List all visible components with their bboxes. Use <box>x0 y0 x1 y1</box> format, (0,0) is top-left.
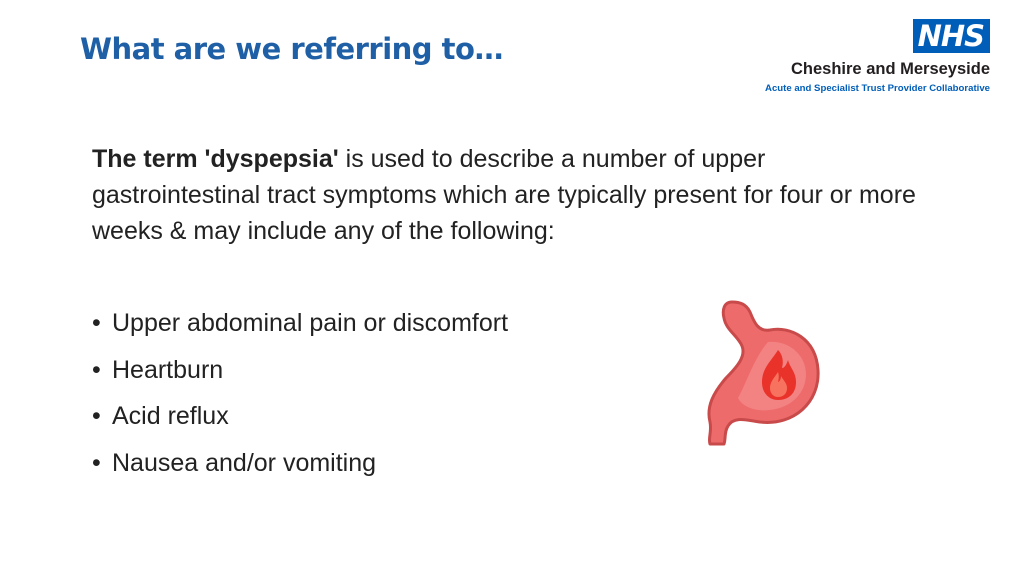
org-name: Cheshire and Merseyside <box>791 60 990 78</box>
list-item <box>92 396 508 443</box>
list-item-text: Acid reflux <box>112 402 229 430</box>
list-item-text: Heartburn <box>112 355 224 384</box>
list-item <box>92 443 508 490</box>
bullet-marker: • <box>92 355 101 384</box>
list-item <box>92 303 508 350</box>
intro-bold-term: The term 'dyspepsia' <box>92 145 339 173</box>
symptom-list <box>92 303 508 489</box>
nhs-logo <box>740 19 990 94</box>
nhs-badge: NHS <box>913 19 990 53</box>
bullet-marker: • <box>92 448 101 477</box>
list-item <box>92 350 508 397</box>
org-subtitle: Acute and Specialist Trust Provider Collaborative <box>765 83 990 94</box>
stomach-with-flame-icon <box>698 298 828 450</box>
list-item-text: Nausea and/or vomiting <box>112 448 377 477</box>
list-item-text: Upper abdominal pain or discomfort <box>112 309 509 337</box>
bullet-marker: • <box>92 402 101 430</box>
intro-paragraph <box>92 141 932 249</box>
bullet-marker: • <box>92 309 101 337</box>
slide-title: What are we referring to… <box>80 32 503 66</box>
intro-text: is used to describe a number of upper gastrointestinal tract symptoms which are typically present for four or more weeks & may include any of the following: <box>92 145 916 245</box>
